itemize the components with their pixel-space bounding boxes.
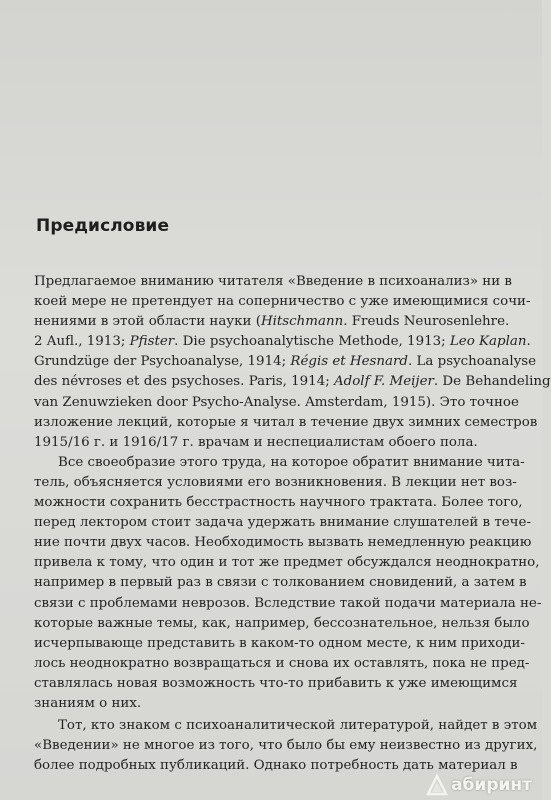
text-line: например в первый раз в связи с толкованием сновидений, а затем в (34, 575, 527, 591)
author-name: Régis et Hesnard (290, 354, 408, 370)
text-line: лось неоднократно возвращаться и снова их оставлять, пока не пред- (34, 655, 530, 671)
text-line: знаниям о них. (34, 695, 142, 711)
body-text (34, 272, 551, 776)
text-line: исчерпывающе представить в каком-то одном месте, к ним приходи- (34, 635, 525, 651)
watermark-text: абиринт (451, 775, 532, 795)
text-line: ние почти двух часов. Необходимость вызвать немедленную реакцию (34, 535, 532, 551)
text-line: 1915/16 г. и 1916/17 г. врачам и неспециалистам обоего пола. (34, 434, 478, 450)
paragraph-1 (34, 272, 551, 453)
text-line: более подробных публикаций. Однако потребность дать материал в (34, 758, 518, 774)
text-line: Тот, кто знаком с психоаналитической литературой, найдет в этом (58, 718, 538, 734)
text-line: 2 Aufl., 1913; Pfister. Die psychoanalytische Methode, 1913; Leo Kaplan. (34, 334, 531, 350)
text-line: которые важные темы, как, например, бессознательное, нельзя было (34, 615, 530, 631)
text-line: нениями в этой области науки (Hitschmann. Freuds Neurosenlehre. (34, 314, 510, 330)
paragraph-2 (34, 453, 542, 714)
text-line: Предлагаемое вниманию читателя «Введение в психоанализ» ни в (34, 274, 512, 289)
author-name: Hitschmann (260, 314, 344, 330)
labirint-logo-icon (426, 774, 448, 796)
author-name: Leo Kaplan (449, 334, 527, 350)
text-line: коей мере не претендует на соперничество с уже имеющимися сочи- (34, 294, 531, 310)
text-line: des névroses et des psychoses. Paris, 1914; Adolf F. Meijer. De Behandeling (34, 374, 551, 390)
text-line: связи с проблемами неврозов. Вследствие такой подачи материала не- (34, 595, 542, 611)
text-line: van Zenuwzieken door Psycho-Analyse. Amsterdam, 1915). Это точное (34, 394, 519, 410)
text-line: Grundzüge der Psychoanalyse, 1914; Régis et Hesnard. La psychoanalyse (34, 354, 537, 370)
paragraph-3 (34, 716, 538, 776)
text-line: перед лектором стоит задача удержать внимание слушателей в тече- (34, 515, 531, 531)
text-line: ставлялась новая возможность что-то прибавить к уже имеющимся (34, 675, 518, 691)
text-line: тель, объясняется условиями его возникновения. В лекции нет воз- (34, 474, 517, 490)
text-line: можности сохранить бесстрастность научного трактата. Более того, (34, 495, 523, 511)
text-line: «Введении» не многое из того, что было бы ему неизвестно из других, (34, 738, 538, 754)
text-line: привела к тому, что один и тот же предмет обсуждался неоднократно, (34, 555, 540, 571)
watermark (426, 774, 532, 796)
text-line: Все своеобразие этого труда, на которое обратит внимание чита- (58, 454, 525, 470)
page-title: Предисловие (36, 216, 170, 236)
author-name: Pfister (129, 334, 175, 350)
text-line: изложение лекций, которые я читал в течение двух зимних семестров (34, 414, 538, 430)
author-name: Adolf F. Meijer (334, 374, 434, 390)
